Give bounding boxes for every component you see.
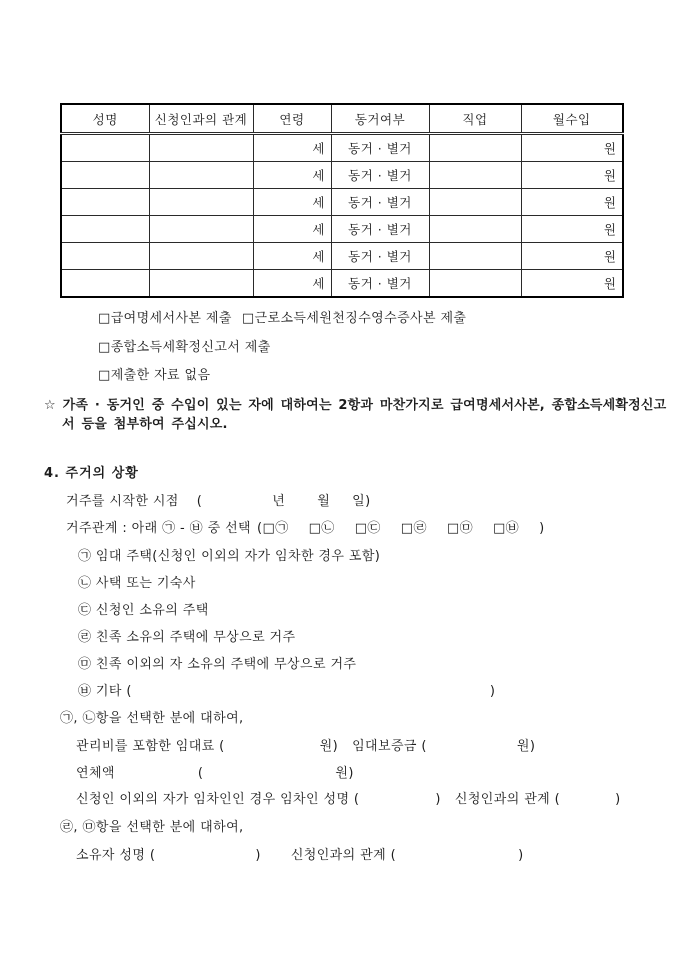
checkbox-option-d[interactable]: □㉣ <box>400 521 427 536</box>
section4-title: 4. 주거의 상황 <box>44 466 139 481</box>
checkbox-no-documents[interactable] <box>98 368 210 384</box>
other-housing-field[interactable] <box>132 693 490 695</box>
rent-unit: 원) <box>319 739 339 754</box>
move-in-day-field[interactable] <box>330 503 352 505</box>
checkbox-option-e[interactable]: □㉤ <box>446 521 473 536</box>
relation-cell[interactable] <box>149 162 253 189</box>
owner-section-header: ㉣, ㉤항을 선택한 분에 대하여, <box>60 820 244 835</box>
name-cell[interactable] <box>61 243 149 270</box>
occupation-cell[interactable] <box>429 216 521 243</box>
checkbox-label: 근로소득세원천징수영수증사본 제출 <box>254 311 467 326</box>
income-cell[interactable]: 원 <box>521 270 623 298</box>
cohabit-cell[interactable]: 동거 · 별거 <box>331 162 429 189</box>
residence-start-label: 거주를 시작한 시점 <box>66 494 179 509</box>
rent-label: 관리비를 포함한 임대료 ( <box>76 739 225 754</box>
day-unit-close: 일) <box>352 494 371 509</box>
age-cell[interactable]: 세 <box>253 243 331 270</box>
residence-relation-label: 거주관계 : 아래 ㉠ - ㉥ 중 선택 <box>66 521 252 536</box>
close-paren: ) <box>489 684 496 699</box>
open-paren: ( <box>257 521 263 536</box>
family-row <box>61 162 623 189</box>
star-icon: ☆ <box>44 398 56 413</box>
residence-relation-line <box>66 521 545 537</box>
col-header-age: 연령 <box>253 104 331 134</box>
age-cell[interactable]: 세 <box>253 162 331 189</box>
close-paren: ) <box>435 792 441 807</box>
relation-cell[interactable] <box>149 270 253 298</box>
family-members-table <box>60 103 624 298</box>
relation-cell[interactable] <box>149 134 253 162</box>
income-cell[interactable]: 원 <box>521 243 623 270</box>
relation-cell[interactable] <box>149 243 253 270</box>
name-cell[interactable] <box>61 216 149 243</box>
checkbox-option-c[interactable]: □㉢ <box>354 521 381 536</box>
arrears-line <box>76 766 354 782</box>
housing-option-d: ㉣ 친족 소유의 주택에 무상으로 거주 <box>78 630 296 645</box>
owner-relation-field[interactable] <box>396 857 518 859</box>
housing-option-c: ㉢ 신청인 소유의 주택 <box>78 603 209 618</box>
income-cell[interactable]: 원 <box>521 162 623 189</box>
close-paren: ) <box>518 848 524 863</box>
tenant-line <box>76 792 621 808</box>
cohabit-cell[interactable]: 동거 · 별거 <box>331 134 429 162</box>
owner-name-field[interactable] <box>155 857 255 859</box>
owner-name-label: 소유자 성명 ( <box>76 848 156 863</box>
family-row <box>61 216 623 243</box>
name-cell[interactable] <box>61 134 149 162</box>
attachment-line-1 <box>98 311 466 327</box>
col-header-monthly-income: 월수입 <box>521 104 623 134</box>
housing-option-f <box>78 684 495 700</box>
name-cell[interactable] <box>61 189 149 216</box>
family-row <box>61 270 623 298</box>
close-paren: ) <box>255 848 261 863</box>
year-unit: 년 <box>272 494 286 509</box>
residence-start-line <box>66 494 371 510</box>
col-header-cohabitation: 동거여부 <box>331 104 429 134</box>
checkbox-label: 제출한 자료 없음 <box>110 368 211 383</box>
month-unit: 월 <box>317 494 331 509</box>
checkbox-icon: □ <box>241 311 255 326</box>
tenant-label: 신청인 이외의 자가 임차인인 경우 임차인 성명 ( <box>76 792 360 807</box>
note-line-2 <box>62 417 228 433</box>
cohabit-cell[interactable]: 동거 · 별거 <box>331 216 429 243</box>
age-cell[interactable]: 세 <box>253 134 331 162</box>
checkbox-income-tax-return[interactable] <box>98 340 271 356</box>
deposit-unit: 원) <box>516 739 536 754</box>
rent-amount-field[interactable] <box>225 748 320 750</box>
occupation-cell[interactable] <box>429 243 521 270</box>
move-in-month-field[interactable] <box>285 503 317 505</box>
family-table-header-row <box>61 104 623 134</box>
family-row <box>61 189 623 216</box>
rental-section-header: ㉠, ㉡항을 선택한 분에 대하여, <box>60 711 244 726</box>
occupation-cell[interactable] <box>429 162 521 189</box>
deposit-label: 임대보증금 ( <box>352 739 427 754</box>
income-cell[interactable]: 원 <box>521 134 623 162</box>
family-row <box>61 243 623 270</box>
age-cell[interactable]: 세 <box>253 189 331 216</box>
checkbox-salary-statement[interactable] <box>98 311 232 327</box>
age-cell[interactable]: 세 <box>253 270 331 298</box>
checkbox-option-a[interactable]: □㉠ <box>262 521 289 536</box>
move-in-year-field[interactable] <box>202 503 272 505</box>
owner-line <box>76 848 524 864</box>
checkbox-option-b[interactable]: □㉡ <box>308 521 335 536</box>
income-cell[interactable]: 원 <box>521 189 623 216</box>
tenant-name-field[interactable] <box>359 801 435 803</box>
occupation-cell[interactable] <box>429 270 521 298</box>
housing-option-e: ㉤ 친족 이외의 자 소유의 주택에 무상으로 거주 <box>78 657 357 672</box>
checkbox-label: 급여명세서사본 제출 <box>110 311 232 326</box>
rent-line <box>76 739 535 755</box>
age-cell[interactable]: 세 <box>253 216 331 243</box>
occupation-cell[interactable] <box>429 134 521 162</box>
owner-relation-label: 신청인과의 관계 ( <box>290 848 397 863</box>
checkbox-withholding-receipt[interactable] <box>242 311 467 327</box>
note-text-2: 서 등을 첨부하여 주십시오. <box>62 417 228 432</box>
attachment-line-3 <box>98 368 210 384</box>
checkbox-icon: □ <box>98 311 111 326</box>
housing-option-a: ㉠ 임대 주택(신청인 이외의 자가 임차한 경우 포함) <box>78 549 381 564</box>
open-paren: ( <box>196 494 203 509</box>
arrears-label: 연체액 <box>76 766 115 781</box>
checkbox-label: 종합소득세확정신고서 제출 <box>110 340 271 355</box>
occupation-cell[interactable] <box>429 189 521 216</box>
cohabit-cell[interactable]: 동거 · 별거 <box>331 243 429 270</box>
housing-option-other-label: ㉥ 기타 ( <box>78 684 132 699</box>
deposit-amount-field[interactable] <box>427 748 517 750</box>
col-header-occupation: 직업 <box>429 104 521 134</box>
close-paren: ) <box>539 521 545 536</box>
name-cell[interactable] <box>61 162 149 189</box>
checkbox-icon: □ <box>98 368 111 383</box>
close-paren: ) <box>615 792 621 807</box>
relation-cell[interactable] <box>149 216 253 243</box>
arrears-amount-field[interactable] <box>203 775 335 777</box>
housing-option-b: ㉡ 사택 또는 기숙사 <box>78 576 196 591</box>
relation-cell[interactable] <box>149 189 253 216</box>
open-paren: ( <box>197 766 204 781</box>
cohabit-cell[interactable]: 동거 · 별거 <box>331 189 429 216</box>
arrears-unit: 원) <box>335 766 354 781</box>
tenant-relation-field[interactable] <box>560 801 615 803</box>
checkbox-icon: □ <box>98 340 111 355</box>
col-header-relation: 신청인과의 관계 <box>149 104 253 134</box>
checkbox-option-f[interactable]: □㉥ <box>492 521 520 536</box>
note-line-1 <box>44 398 666 414</box>
col-header-name: 성명 <box>61 104 149 134</box>
income-cell[interactable]: 원 <box>521 216 623 243</box>
family-row <box>61 134 623 162</box>
tenant-relation-label: 신청인과의 관계 ( <box>454 792 561 807</box>
cohabit-cell[interactable]: 동거 · 별거 <box>331 270 429 298</box>
note-text-1: 가족 · 동거인 중 수입이 있는 자에 대하여는 2항과 마찬가지로 급여명세서사본, 종합소득세확정신고 <box>62 398 667 413</box>
attachment-line-2 <box>98 340 271 356</box>
name-cell[interactable] <box>61 270 149 298</box>
